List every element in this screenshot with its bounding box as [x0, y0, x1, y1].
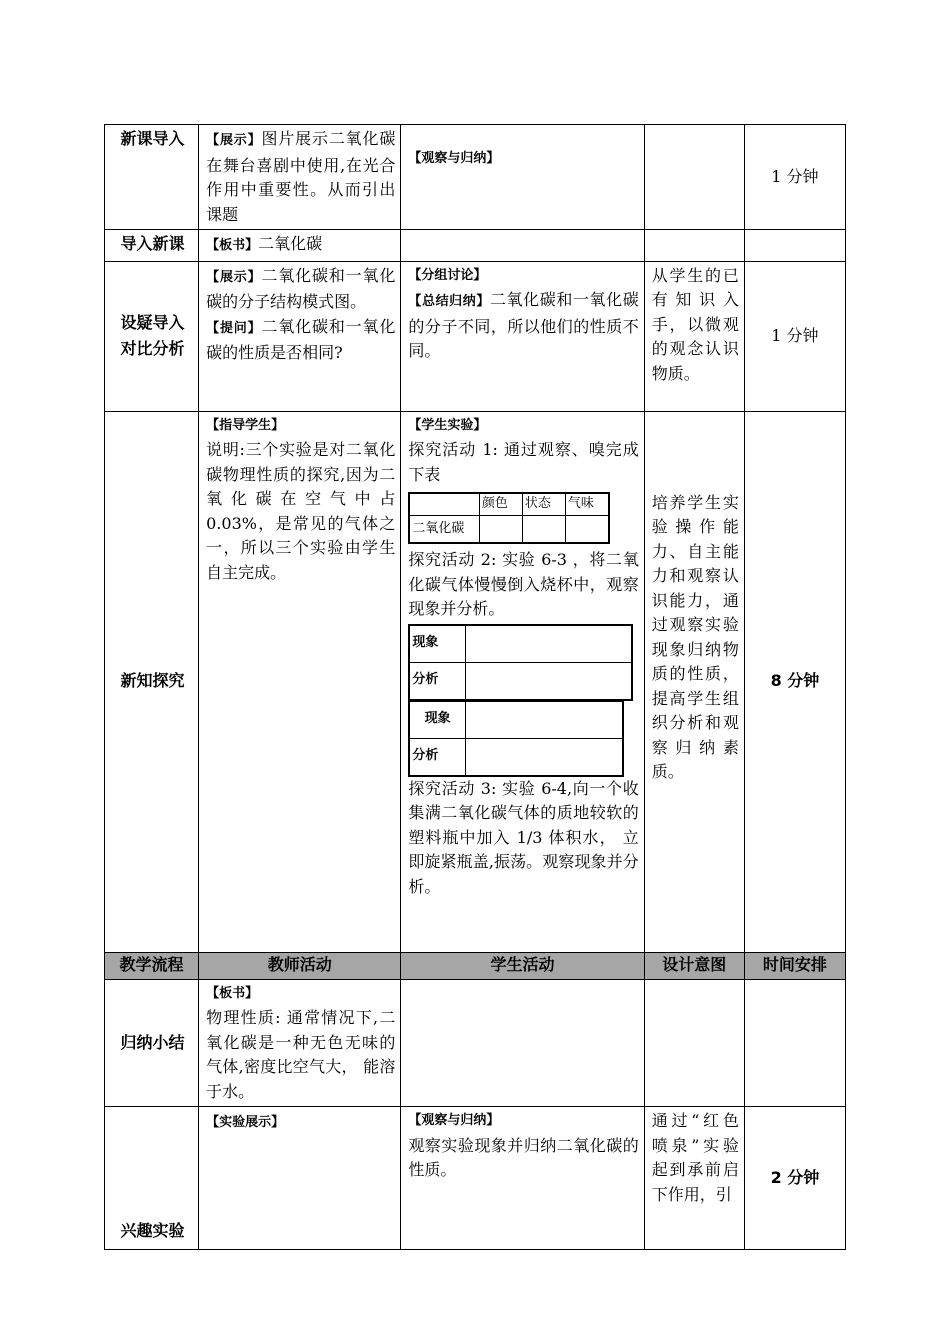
table-header: 状态	[522, 493, 565, 515]
observation-table	[408, 492, 610, 544]
student-activity-cell	[401, 230, 644, 262]
design-intent-cell: 通过“红色喷泉”实验起到承前启下作用，引	[644, 1107, 744, 1250]
table-row-label: 现象	[409, 625, 465, 663]
design-intent-cell	[644, 230, 744, 262]
table-row-label: 二氧化碳	[409, 515, 479, 543]
row-summary	[105, 979, 846, 1107]
row-questioning	[105, 261, 846, 411]
row-new-lesson-intro	[105, 125, 846, 230]
teacher-activity-cell: 【展示】图片展示二氧化碳在舞台喜剧中使用,在光合作用中重要性。从而引出课题	[199, 125, 401, 230]
header-teacher: 教师活动	[199, 952, 401, 979]
design-intent-cell: 培养学生实验操作能力、自主能力和观察认识能力，通过观察实验现象归纳物质的性质，提高学生组织分析和观察归纳素质。	[644, 411, 744, 952]
table-cell	[465, 625, 632, 663]
lesson-plan-table	[104, 124, 846, 1250]
table-header-row	[105, 952, 846, 979]
design-intent-cell	[644, 125, 744, 230]
stage-cell: 兴趣实验	[105, 1107, 199, 1250]
header-flow: 教学流程	[105, 952, 199, 979]
table-header: 颜色	[479, 493, 522, 515]
time-cell: 8 分钟	[744, 411, 845, 952]
table-row-label: 分析	[409, 738, 465, 776]
row-interest-experiment	[105, 1107, 846, 1250]
time-cell: 2 分钟	[744, 1107, 845, 1250]
row-new-knowledge	[105, 411, 846, 952]
table-cell	[565, 515, 609, 543]
table-header: 气味	[565, 493, 609, 515]
stage-cell: 设疑导入 对比分析	[105, 261, 199, 411]
stage-cell: 导入新课	[105, 230, 199, 262]
design-intent-cell	[644, 979, 744, 1107]
table-cell	[479, 515, 522, 543]
table-cell	[465, 701, 623, 739]
time-cell	[744, 979, 845, 1107]
stage-cell: 新课导入	[105, 125, 199, 230]
student-activity-cell	[401, 979, 644, 1107]
table-cell	[522, 515, 565, 543]
table-cell	[465, 662, 632, 700]
teacher-activity-cell: 【板书】二氧化碳	[199, 230, 401, 262]
table-header	[409, 493, 479, 515]
design-intent-cell: 从学生的已有知识入手，以微观的观念认识物质。	[644, 261, 744, 411]
teacher-activity-cell: 【实验展示】	[199, 1107, 401, 1250]
teacher-activity-cell: 【板书】 物理性质: 通常情况下,二氧化碳是一种无色无味的气体,密度比空气大， 能溶于水。	[199, 979, 401, 1107]
phenomenon-analysis-table-2	[408, 700, 624, 777]
teacher-activity-cell: 【展示】二氧化碳和一氧化碳的分子结构模式图。 【提问】二氧化碳和一氧化碳的性质是否相同?	[199, 261, 401, 411]
header-student: 学生活动	[401, 952, 644, 979]
table-row-label: 分析	[409, 662, 465, 700]
time-cell: 1 分钟	[744, 125, 845, 230]
student-activity-cell: 【观察与归纳】	[401, 125, 644, 230]
student-activity-cell: 【分组讨论】 【总结归纳】二氧化碳和一氧化碳的分子不同，所以他们的性质不同。	[401, 261, 644, 411]
teacher-activity-cell: 【指导学生】 说明:三个实验是对二氧化碳物理性质的探究,因为二氧化碳在空气中占 0.03%，是常见的气体之一，所以三个实验由学生自主完成。	[199, 411, 401, 952]
header-design: 设计意图	[644, 952, 744, 979]
header-time: 时间安排	[744, 952, 845, 979]
phenomenon-analysis-table-1	[408, 624, 633, 701]
student-activity-cell: 【观察与归纳】 观察实验现象并归纳二氧化碳的性质。	[401, 1107, 644, 1250]
time-cell	[744, 230, 845, 262]
time-cell: 1 分钟	[744, 261, 845, 411]
table-row-label: 现象	[409, 701, 465, 739]
table-cell	[465, 738, 623, 776]
stage-cell: 新知探究	[105, 411, 199, 952]
row-lead-in	[105, 230, 846, 262]
stage-cell: 归纳小结	[105, 979, 199, 1107]
student-activity-cell: 【学生实验】 探究活动 1: 通过观察、嗅完成下表 颜色 状态 气味 二氧化碳 探究活动 2: 实验 6-3 ，将二氧化碳气体慢慢倒入烧杯中，观察现象并分析。 现象 分析 现象 分析 探究活动 3: 实验 6-4,向一个收集满二氧化碳气体的质地较软的塑料瓶中加入 1/3 体积水， 立即旋紧瓶盖,振荡。观察现象并分析。	[401, 411, 644, 952]
